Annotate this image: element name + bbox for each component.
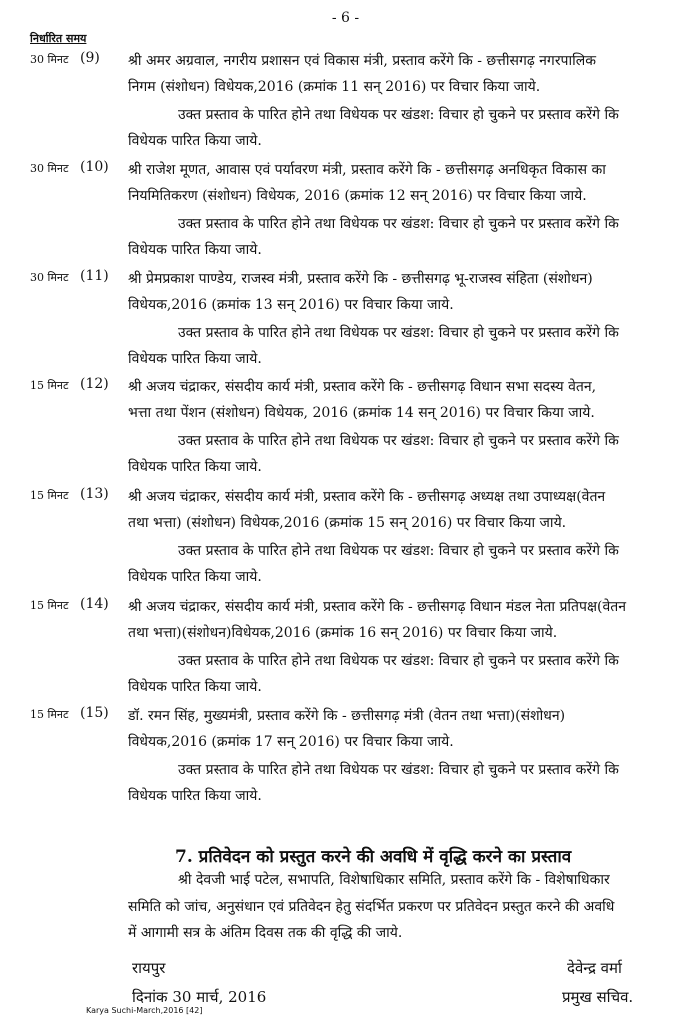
item-number: (13) [80,486,109,502]
motion-line: विधेयक,2016 (क्रमांक 13 सन् 2016) पर विचार किया जाये. [128,297,454,313]
section-heading: 7. प्रतिवेदन को प्रस्तुत करने की अवधि में वृद्धि करने का प्रस्ताव [175,847,572,867]
resolution-line: उक्त प्रस्ताव के पारित होने तथा विधेयक पर खंडश: विचार हो चुकने पर प्रस्ताव करेंगे कि [178,653,619,669]
resolution-line: उक्त प्रस्ताव के पारित होने तथा विधेयक पर खंडश: विचार हो चुकने पर प्रस्ताव करेंगे कि [178,107,619,123]
resolution-line: उक्त प्रस्ताव के पारित होने तथा विधेयक पर खंडश: विचार हो चुकने पर प्रस्ताव करेंगे कि [178,433,619,449]
resolution-line: उक्त प्रस्ताव के पारित होने तथा विधेयक पर खंडश: विचार हो चुकने पर प्रस्ताव करेंगे कि [178,543,619,559]
section-line: समिति को जांच, अनुसंधान एवं प्रतिवेदन हेतु संदर्भित प्रकरण पर प्रतिवेदन प्रस्तुत करने की अवधि [128,899,615,915]
date: दिनांक 30 मार्च, 2016 [132,988,267,1006]
allotted-time: 30 मिनट [30,162,69,175]
allotted-time: 15 मिनट [30,599,69,612]
resolution-line: विधेयक पारित किया जाये. [128,788,262,804]
item-number: (15) [80,705,109,721]
motion-line: श्री अजय चंद्राकर, संसदीय कार्य मंत्री, प्रस्ताव करेंगे कि - छत्तीसगढ़ विधान मंडल नेता प्रतिपक्ष(वेतन [128,599,627,615]
item-number: (14) [80,596,109,612]
section-line: में आगामी सत्र के अंतिम दिवस तक की वृद्धि की जाये. [128,925,403,941]
motion-line: श्री अजय चंद्राकर, संसदीय कार्य मंत्री, प्रस्ताव करेंगे कि - छत्तीसगढ़ विधान सभा सदस्य वेतन, [128,379,597,395]
allotted-time: 30 मिनट [30,53,69,66]
resolution-line: उक्त प्रस्ताव के पारित होने तथा विधेयक पर खंडश: विचार हो चुकने पर प्रस्ताव करेंगे कि [178,762,619,778]
resolution-line: विधेयक पारित किया जाये. [128,242,262,258]
allotted-time: 30 मिनट [30,271,69,284]
resolution-line: विधेयक पारित किया जाये. [128,351,262,367]
motion-line: श्री राजेश मूणत, आवास एवं पर्यावरण मंत्री, प्रस्ताव करेंगे कि - छत्तीसगढ़ अनधिकृत विकास का [128,162,606,178]
motion-line: निगम (संशोधन) विधेयक,2016 (क्रमांक 11 सन् 2016) पर विचार किया जाये. [128,79,541,95]
motion-line: श्री अमर अग्रवाल, नगरीय प्रशासन एवं विकास मंत्री, प्रस्ताव करेंगे कि - छत्तीसगढ़ नगरपालिक [128,53,596,69]
place: रायपुर [132,959,166,977]
allotted-time: 15 मिनट [30,379,69,392]
motion-line: श्री प्रेमप्रकाश पाण्डेय, राजस्व मंत्री, प्रस्ताव करेंगे कि - छत्तीसगढ़ भू-राजस्व संहिता (संशोधन) [128,271,593,287]
motion-line: भत्ता तथा पेंशन (संशोधन) विधेयक, 2016 (क्रमांक 14 सन् 2016) पर विचार किया जाये. [128,405,595,421]
item-number: (10) [80,159,109,175]
motion-line: श्री अजय चंद्राकर, संसदीय कार्य मंत्री, प्रस्ताव करेंगे कि - छत्तीसगढ़ अध्यक्ष तथा उपाध्यक्ष(वेतन [128,489,606,505]
signatory-title: प्रमुख सचिव. [562,988,634,1006]
resolution-line: विधेयक पारित किया जाये. [128,679,262,695]
allotted-time: 15 मिनट [30,708,69,721]
motion-line: विधेयक,2016 (क्रमांक 17 सन् 2016) पर विचार किया जाये. [128,734,454,750]
allotted-time: 15 मिनट [30,489,69,502]
motion-line: नियमितिकरण (संशोधन) विधेयक, 2016 (क्रमांक 12 सन् 2016) पर विचार किया जाये. [128,188,587,204]
item-number: (9) [80,50,100,66]
section-line: श्री देवजी भाई पटेल, सभापति, विशेषाधिकार समिति, प्रस्ताव करेंगे कि - विशेषाधिकार [178,872,610,888]
motion-line: तथा भत्ता)(संशोधन)विधेयक,2016 (क्रमांक 16 सन् 2016) पर विचार किया जाये. [128,625,558,641]
signatory-name: देवेन्द्र वर्मा [567,959,622,977]
resolution-line: विधेयक पारित किया जाये. [128,459,262,475]
motion-line: तथा भत्ता) (संशोधन) विधेयक,2016 (क्रमांक 15 सन् 2016) पर विचार किया जाये. [128,515,567,531]
time-column-header: निर्धारित समय [30,32,87,45]
resolution-line: विधेयक पारित किया जाये. [128,133,262,149]
item-number: (11) [80,268,109,284]
resolution-line: उक्त प्रस्ताव के पारित होने तथा विधेयक पर खंडश: विचार हो चुकने पर प्रस्ताव करेंगे कि [178,325,619,341]
page-number: - 6 - [331,10,360,26]
resolution-line: उक्त प्रस्ताव के पारित होने तथा विधेयक पर खंडश: विचार हो चुकने पर प्रस्ताव करेंगे कि [178,216,619,232]
footer-reference: Karya Suchi-March,2016 [42] [86,1006,203,1015]
resolution-line: विधेयक पारित किया जाये. [128,569,262,585]
motion-line: डॉ. रमन सिंह, मुख्यमंत्री, प्रस्ताव करेंगे कि - छत्तीसगढ़ मंत्री (वेतन तथा भत्ता)(संशोधन) [128,708,566,724]
item-number: (12) [80,376,109,392]
